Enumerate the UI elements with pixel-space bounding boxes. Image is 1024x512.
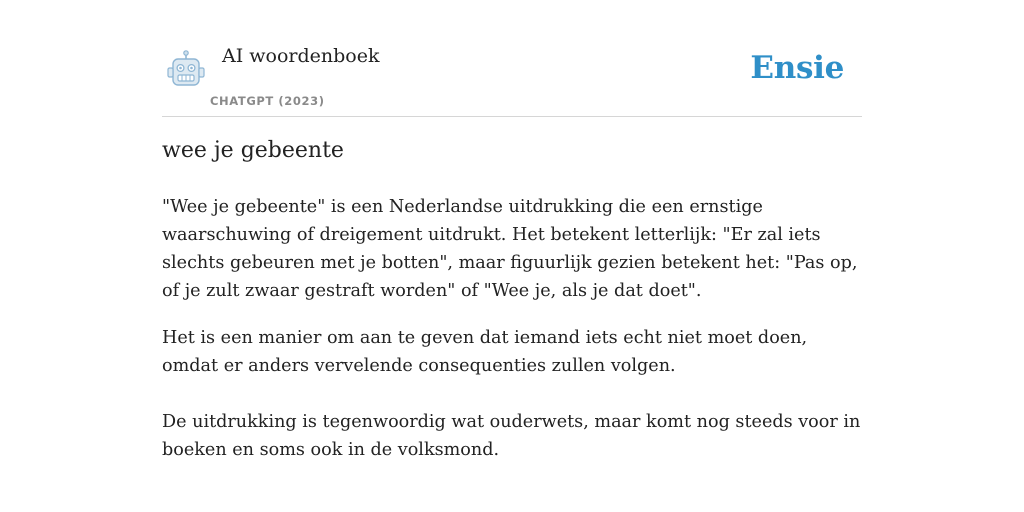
entry-body — [162, 193, 862, 464]
source-subtitle: CHATGPT (2023) — [210, 94, 325, 108]
definition-card — [162, 0, 862, 512]
definition-paragraph: "Wee je gebeente" is een Nederlandse uitdrukking die een ernstige waarschuwing of dreigement uitdrukt. Het betekent letterlijk: "Er zal iets slechts gebeuren met je botten", maar figuurlijk gezien betekent het: "Pas op, of je zult zwaar gestraft worden" of "Wee je, als je dat doet". — [162, 197, 858, 301]
definition-paragraph: De uitdrukking is tegenwoordig wat ouderwets, maar komt nog steeds voor in boeken en soms ook in de volksmond. — [162, 412, 861, 460]
robot-icon — [166, 50, 206, 90]
entry-term: wee je gebeente — [162, 138, 344, 163]
definition-paragraph: Het is een manier om aan te geven dat iemand iets echt niet moet doen, omdat er anders vervelende consequenties zullen volgen. — [162, 328, 808, 376]
card-header — [162, 0, 862, 117]
brand-logo[interactable]: Ensie — [750, 50, 844, 86]
source-title[interactable]: AI woordenboek — [222, 45, 380, 67]
